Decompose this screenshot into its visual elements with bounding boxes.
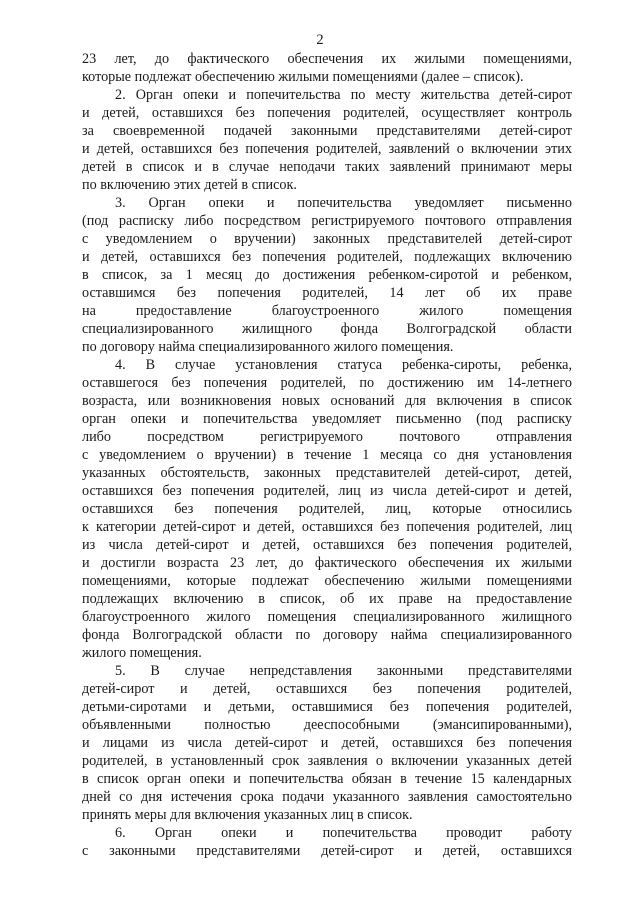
text-line: (под расписку либо посредством регистрируемого почтового отправления <box>82 213 572 229</box>
text-line: 2. Орган опеки и попечительства по месту жительства детей-сирот <box>115 87 572 103</box>
text-line: оставшимся без попечения родителей, 14 лет об их праве <box>82 285 572 301</box>
text-line: орган опеки и попечительства уведомляет письменно (под расписку <box>82 411 572 427</box>
text-line: 23 лет, до фактического обеспечения их жилыми помещениями, <box>82 51 572 67</box>
text-line: в список орган опеки и попечительства обязан в течение 15 календарных <box>82 771 572 787</box>
text-line: которые подлежат обеспечению жилыми помещениями (далее – список). <box>82 69 524 85</box>
paragraph-item-5 <box>82 662 572 824</box>
text-line: из числа детей-сирот и детей, оставшихся без попечения родителей, <box>82 537 572 553</box>
text-line: специализированного жилищного фонда Волгоградской области <box>82 321 572 337</box>
text-line: возраста, или возникновения новых оснований для включения в список <box>82 393 572 409</box>
text-line: объявленными полностью дееспособными (эмансипированными), <box>82 717 572 733</box>
text-line: либо посредством регистрируемого почтового отправления <box>82 429 572 445</box>
text-line: детей-сирот и детей, оставшихся без попечения родителей, <box>82 681 572 697</box>
document-body <box>82 50 572 860</box>
text-line: оставшегося без попечения родителей, по достижению им 14-летнего <box>82 375 572 391</box>
text-line: за своевременной подачей законными представителями детей-сирот <box>82 123 572 139</box>
text-line: детей в список и в случае неподачи таких заявлений принимают меры <box>82 159 572 175</box>
text-line: с уведомлением о вручении) законных представителей детей-сирот <box>82 231 572 247</box>
text-line: благоустроенного жилого помещения специализированного жилищного <box>82 609 572 625</box>
paragraph-item-6 <box>82 824 572 860</box>
text-line: подлежащих включению в список, об их праве на предоставление <box>82 591 572 607</box>
text-line: фонда Волгоградской области по договору найма специализированного <box>82 627 572 643</box>
text-line: оставшихся без попечения родителей, лиц из числа детей-сирот и детей, <box>82 483 572 499</box>
text-line: и детей, оставшихся без попечения родителей, заявлений о включении этих <box>82 141 572 157</box>
text-line: указанных обстоятельств, законных представителей детей-сирот, детей, <box>82 465 572 481</box>
text-line: по договору найма специализированного жилого помещения. <box>82 339 454 355</box>
paragraph-item-2 <box>82 86 572 194</box>
text-line: на предоставление благоустроенного жилого помещения <box>82 303 572 319</box>
text-line: 4. В случае установления статуса ребенка-сироты, ребенка, <box>115 357 572 373</box>
paragraph-item-3 <box>82 194 572 356</box>
text-line: 6. Орган опеки и попечительства проводит работу <box>115 825 572 841</box>
text-line: и детей, оставшихся без попечения родителей, осуществляет контроль <box>82 105 572 121</box>
text-line: детьми-сиротами и детьми, оставшимися без попечения родителей, <box>82 699 572 715</box>
page-number: 2 <box>316 32 324 48</box>
text-line: и детей, оставшихся без попечения родителей, подлежащих включению <box>82 249 572 265</box>
text-line: в список, за 1 месяц до достижения ребенком-сиротой и ребенком, <box>82 267 572 283</box>
text-line: дней со дня истечения срока подачи указанного заявления самостоятельно <box>82 789 572 805</box>
text-line: помещениями, которые подлежат обеспечению жилыми помещениями <box>82 573 572 589</box>
text-line: родителей, в установленный срок заявления о включении указанных детей <box>82 753 572 769</box>
text-line: принять меры для включения указанных лиц в список. <box>82 807 413 823</box>
text-line: и лицами из числа детей-сирот и детей, оставшихся без попечения <box>82 735 572 751</box>
text-line: с законными представителями детей-сирот и детей, оставшихся <box>82 843 572 859</box>
text-line: и достигли возраста 23 лет, до фактического обеспечения их жилыми <box>82 555 572 571</box>
text-line: 5. В случае непредставления законными представителями <box>115 663 572 679</box>
text-line: жилого помещения. <box>82 645 202 661</box>
paragraph-item-4 <box>82 356 572 662</box>
text-line: 3. Орган опеки и попечительства уведомляет письменно <box>115 195 572 211</box>
text-line: с уведомлением о вручении) в течение 1 месяца со дня установления <box>82 447 572 463</box>
text-line: по включению этих детей в список. <box>82 177 297 193</box>
paragraph-continuation <box>82 50 572 86</box>
text-line: оставшихся без попечения родителей, лиц, которые относились <box>82 501 572 517</box>
text-line: к категории детей-сирот и детей, оставшихся без попечения родителей, лиц <box>82 519 572 535</box>
